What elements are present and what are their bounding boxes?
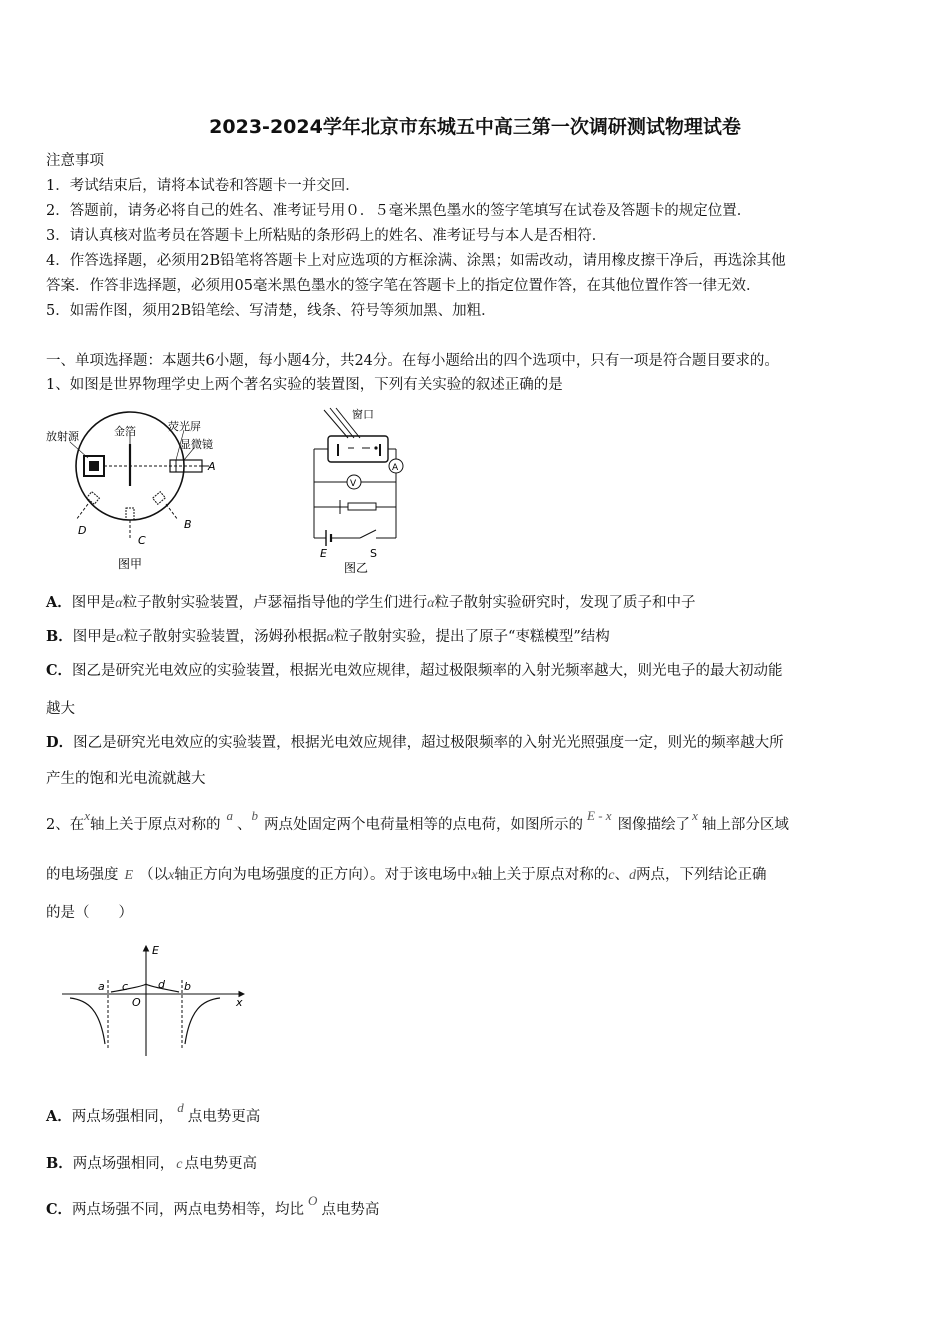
q1-option-c: C．图乙是研究光电效应的实验装置，根据光电效应规律，超过极限频率的入射光频率越大，则光电子的最大初动能: [46, 662, 783, 679]
graph-label-x: x: [236, 996, 243, 1009]
label-C: C: [138, 534, 146, 547]
graph-label-a: a: [98, 980, 105, 993]
figure-yi: [300, 404, 420, 576]
figure-e-x-graph: [58, 940, 252, 1062]
q1-stem: 1、如图是世界物理学史上两个著名实验的装置图，下列有关实验的叙述正确的是: [46, 377, 563, 393]
label-D: D: [78, 524, 87, 537]
label-battery: E: [320, 547, 327, 560]
notice-heading: 注意事项: [46, 153, 104, 169]
q1-option-a: A．图甲是α粒子散射实验装置，卢瑟福指导他的学生们进行α粒子散射实验研究时，发现了质子和中子: [46, 594, 696, 611]
q2-stem-line3: 的是（ ）: [46, 905, 133, 921]
label-foil: 金箔: [114, 425, 136, 438]
graph-label-O: O: [132, 996, 141, 1009]
page-title: 2023-2024学年北京市东城五中高三第一次调研测试物理试卷: [209, 116, 741, 138]
caption-yi: 图乙: [344, 561, 369, 575]
graph-label-E: E: [152, 944, 159, 957]
q1-option-d-cont: 产生的饱和光电流就越大: [46, 771, 206, 787]
notice-item-2: 2．答题前，请务必将自己的姓名、准考证号用０．５毫米黑色墨水的签字笔填写在试卷及答题卡的规定位置．: [46, 203, 752, 219]
notice-item-4-cont: 答案．作答非选择题，必须用05毫米黑色墨水的签字笔在答题卡上的指定位置作答，在其他位置作答一律无效．: [46, 278, 761, 294]
q1-option-b: B．图甲是α粒子散射实验装置，汤姆孙根据α粒子散射实验，提出了原子“枣糕模型”结构: [46, 628, 610, 645]
q2-option-c: C．两点场强不同，两点电势相等，均比O点电势高: [46, 1193, 380, 1218]
label-window: 窗口: [352, 408, 374, 421]
graph-label-d: d: [158, 978, 165, 991]
label-voltmeter: V: [350, 479, 357, 489]
figure-jia: [44, 408, 244, 576]
caption-jia: 图甲: [118, 557, 143, 571]
label-A: A: [208, 460, 216, 473]
q1-option-d: D．图乙是研究光电效应的实验装置，根据光电效应规律，超过极限频率的入射光光照强度一定，则光的频率越大所: [46, 734, 784, 751]
label-switch: S: [370, 547, 377, 560]
notice-item-5: 5．如需作图，须用2B铅笔绘、写清楚，线条、符号等须加黑、加粗．: [46, 303, 496, 319]
label-source: 放射源: [46, 430, 79, 443]
graph-label-b: b: [184, 980, 191, 993]
notice-item-4: 4．作答选择题，必须用2B铅笔将答题卡上对应选项的方框涂满、涂黑；如需改动，请用橡皮擦干净后，再选涂其他: [46, 253, 786, 269]
graph-label-c: c: [122, 980, 129, 993]
label-B: B: [184, 518, 192, 531]
label-microscope: 显微镜: [180, 438, 213, 451]
section-heading: 一、单项选择题：本题共6小题，每小题4分，共24分。在每小题给出的四个选项中，只有一项是符合题目要求的。: [46, 353, 779, 369]
q2-option-b: B．两点场强相同， c 点电势更高: [46, 1155, 257, 1172]
q2-stem-line1: 2、在x轴上关于原点对称的a、b两点处固定两个电荷量相等的点电荷，如图所示的E - x图像描绘了x轴上部分区域: [46, 808, 789, 833]
q2-stem-line2: 的电场强度 E （以x轴正方向为电场强度的正方向）。对于该电场中x轴上关于原点对称的c、d两点，下列结论正确: [46, 867, 767, 883]
q2-option-a: A．两点场强相同，d点电势更高: [46, 1100, 261, 1125]
notice-item-1: 1．考试结束后，请将本试卷和答题卡一并交回．: [46, 178, 360, 194]
q1-option-c-cont: 越大: [46, 701, 75, 717]
notice-item-3: 3．请认真核对监考员在答题卡上所粘贴的条形码上的姓名、准考证号与本人是否相符．: [46, 228, 607, 244]
label-ammeter: A: [392, 463, 399, 473]
label-screen: 荧光屏: [168, 420, 201, 433]
